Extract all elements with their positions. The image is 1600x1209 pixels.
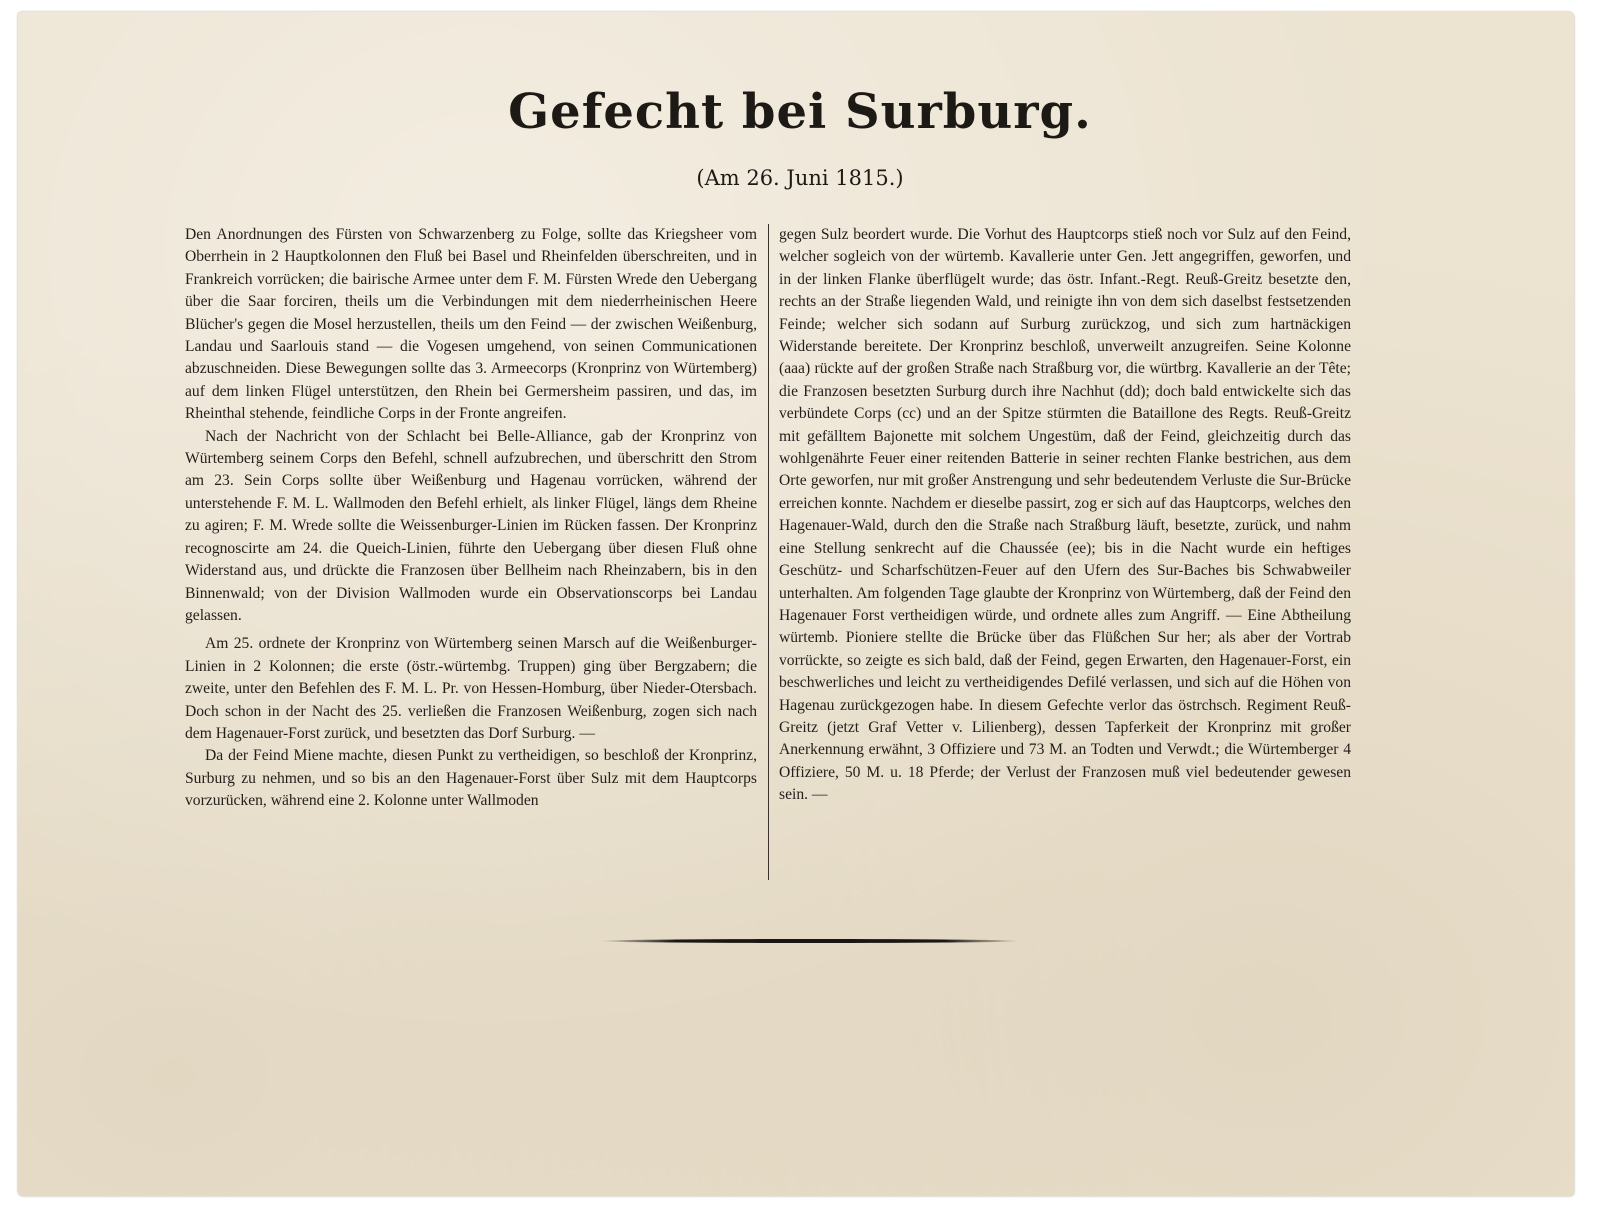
paragraph-5: gegen Sulz beordert wurde. Die Vorhut des Hauptcorps stieß noch vor Sulz auf den Feind, welcher sogleich von der würtemb. Kavallerie unter Gen. Jett angegriffen, geworfen, und in der linken Flanke überflügelt wurde; das östr. Infant.-Regt. Reuß-Greitz besetzte den, rechts an der Straße liegenden Wald, und reinigte ihn von dem sich daselbst festsetzenden Feinde; welcher sich sodann auf Surburg zurückzog, und sich zum hartnäckigen Widerstande bereitete. Der Kronprinz beschloß, unverweilt anzugreifen. Seine Kolonne (aaa) rückte auf der großen Straße nach Straßburg vor, die würtbrg. Kavallerie an der Tête; die Franzosen besetzten Surburg durch ihre Nachhut (dd); doch bald entwickelte sich das verbündete Corps (cc) und an der Spitze stürmten die Bataillone des Regts. Reuß-Greitz mit gefälltem Bajonette mit solchem Ungestüm, daß der Feind, gleichzeitig durch das wohlgenährte Feuer einer reitenden Batterie in seiner rechten Flanke bestrichen, aus dem Orte geworfen, nur mit großer Anstrengung und sehr bedeutendem Verluste die Sur-Brücke erreichen konnte. Nachdem er dieselbe passirt, zog er sich auf das Hauptcorps, welches den Hagenauer-Wald, durch den die Straße nach Straßburg läuft, besetzte, zurück, und nahm eine Stellung senkrecht auf die Chaussée (ee); bis in die Nacht wurde ein heftiges Geschütz- und Scharfschützen-Feuer auf den Ufern des Sur-Baches bis Schwabweiler unterhalten. Am folgenden Tage glaubte der Kronprinz von Würtemberg, daß der Feind den Hagenauer Forst vertheidigen würde, und ordnete alles zum Angriff. — Eine Abtheilung würtemb. Pioniere stellte die Brücke über das Flüßchen Sur her; als aber der Vortrab vorrückte, so zeigte es sich bald, daß der Feind, gegen Erwarten, den Hagenauer-Forst, ein beschwerliches und leicht zu vertheidigendes Defilé verlassen, und sich auf die Höhen von Hagenau zurückgezogen habe. In diesem Gefechte verlor das östrchsch. Regiment Reuß-Greitz (jetzt Graf Vetter v. Lilienberg), dessen Tapferkeit der Kronprinz mit großer Anerkennung erwähnt, 3 Offiziere und 73 M. an Todten und Verwdt.; die Würtemberger 4 Offiziere, 50 M. u. 18 Pferde; der Verlust der Franzosen muß viel bedeutender gewesen sein. — <box>779 226 1351 804</box>
right-column <box>779 224 1351 807</box>
paragraph-3: Am 25. ordnete der Kronprinz von Würtemberg seinen Marsch auf die Weißenburger-Linien in 2 Kolonnen; die erste (östr.-würtembg. Truppen) ging über Bergzabern; die zweite, unter den Befehlen des F. M. L. Pr. von Hessen-Homburg, über Nieder-Otersbach. Doch schon in der Nacht des 25. verließen die Franzosen Weißenburg, zogen sich nach dem Hagenauer-Forst zurück, und besetzten das Dorf Surburg. — <box>185 635 757 742</box>
left-column <box>185 224 757 813</box>
date-subtitle: (Am 26. Juni 1815.) <box>696 166 904 190</box>
paragraph-2: Nach der Nachricht von der Schlacht bei Belle-Alliance, gab der Kronprinz von Würtemberg seinem Corps den Befehl, schnell aufzubrechen, und überschritt den Strom am 23. Sein Corps sollte über Weißenburg und Hagenau vorrücken, während der unterstehende F. M. L. Wallmoden den Befehl erhielt, als linker Flügel, längs dem Rheine zu agiren; F. M. Wrede sollte die Weissenburger-Linien im Rücken fassen. Der Kronprinz recognoscirte am 24. die Queich-Linien, führte den Uebergang über diesen Fluß ohne Widerstand aus, und drückte die Franzosen über Bellheim nach Rheinzabern, bis in den Binnenwald; von der Division Wallmoden wurde ein Observationscorps bei Landau gelassen. <box>185 427 757 624</box>
column-divider <box>768 224 769 880</box>
paragraph-4: Da der Feind Miene machte, diesen Punkt zu vertheidigen, so beschloß der Kronprinz, Surburg zu nehmen, und so bis an den Hagenauer-Forst über Sulz mit dem Hauptcorps vorzurücken, während eine 2. Kolonne unter Wallmoden <box>185 747 757 810</box>
closing-rule <box>600 939 1020 943</box>
paragraph-1: Den Anordnungen des Fürsten von Schwarzenberg zu Folge, sollte das Kriegsheer vom Oberrhein in 2 Hauptkolonnen den Fluß bei Basel und Rheinfelden überschreiten, und in Frankreich vorrücken; die bairische Armee unter dem F. M. Fürsten Wrede den Uebergang über die Saar forciren, theils um die Verbindungen mit dem niederrheinischen Heere Blücher's gegen die Mosel herzustellen, theils um den Feind — der zwischen Weißenburg, Landau und Saarlouis stand — die Vogesen umgehend, von seinen Communicationen abzuschneiden. Diese Bewegungen sollte das 3. Armeecorps (Kronprinz von Würtemberg) auf dem linken Flügel unterstützen, den Rhein bei Germersheim passiren, und das, im Rheinthal stehende, feindliche Corps in der Fronte angreifen. <box>185 226 757 423</box>
page-title: Gefecht bei Surburg. <box>508 84 1092 140</box>
